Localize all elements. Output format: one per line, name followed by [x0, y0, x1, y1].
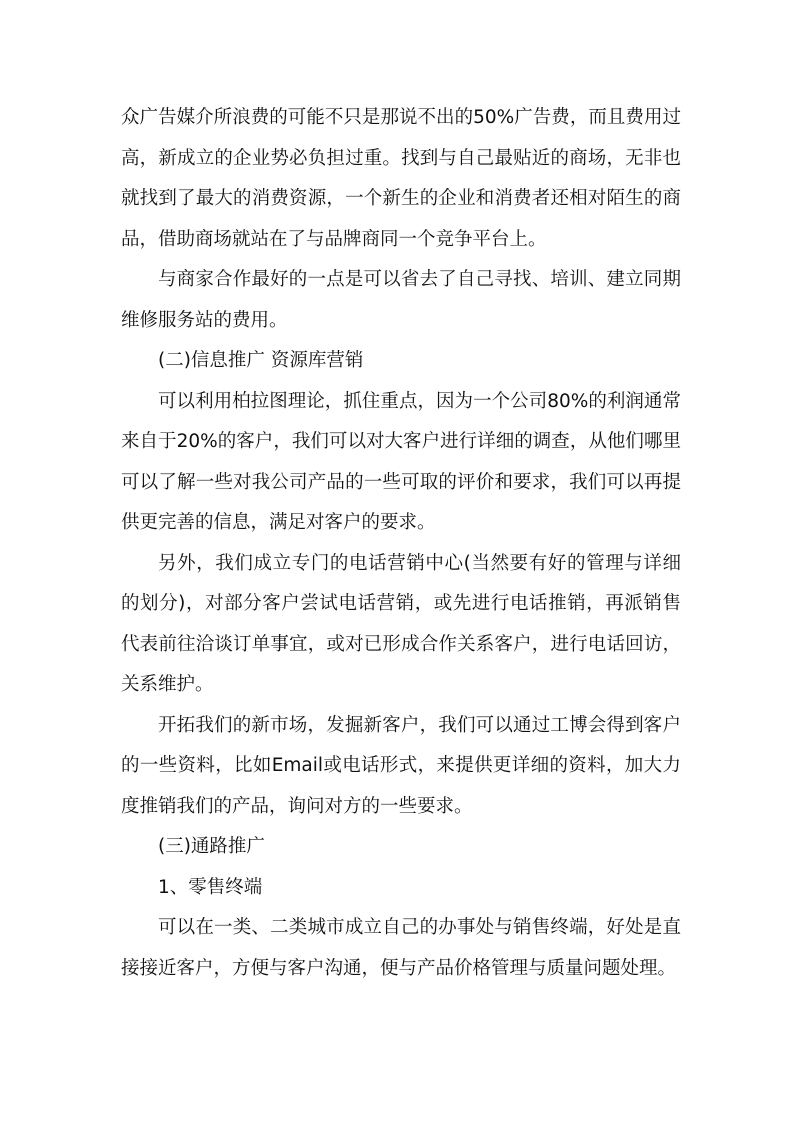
section-heading-info-promotion: (二)信息推广 资源库营销: [158, 350, 364, 371]
paragraph-retail-offices: 可以在一类、二类城市成立自己的办事处与销售终端，好处是直接接近客户，方便与客户沟通，便与产品价格管理与质量问题处理。: [121, 917, 681, 979]
paragraph-merchant-cooperation: 与商家合作最好的一点是可以省去了自己寻找、培训、建立同期维修服务站的费用。: [121, 269, 681, 331]
subheading-retail-terminal: 1、零售终端: [158, 876, 263, 898]
paragraph-pareto: 可以利用柏拉图理论，抓住重点，因为一个公司80%的利润通常来自于20%的客户，我们可以对大客户进行详细的调查，从他们哪里可以了解一些对我公司产品的一些可取的评价和要求，我们可以再提供更完善的信息，满足对客户的要求。: [121, 390, 681, 533]
section-heading-channel-promotion: (三)通路推广: [158, 836, 265, 857]
paragraph-continuation: 众广告媒介所浪费的可能不只是那说不出的50%广告费，而且费用过高，新成立的企业势必负担过重。找到与自己最贴近的商场，无非也就找到了最大的消费资源，一个新生的企业和消费者还相对陌生的商品，借助商场就站在了与品牌商同一个竞争平台上。: [121, 107, 681, 250]
paragraph-new-market: 开拓我们的新市场，发掘新客户，我们可以通过工博会得到客户的一些资料，比如Email或电话形式，来提供更详细的资料，加大力度推销我们的产品，询问对方的一些要求。: [121, 714, 681, 817]
paragraph-telemarketing: 另外，我们成立专门的电话营销中心(当然要有好的管理与详细的划分)，对部分客户尝试电话营销，或先进行电话推销，再派销售代表前往洽谈订单事宜，或对已形成合作关系客户，进行电话回访，关系维护。: [121, 552, 681, 695]
document-body: [121, 98, 681, 989]
